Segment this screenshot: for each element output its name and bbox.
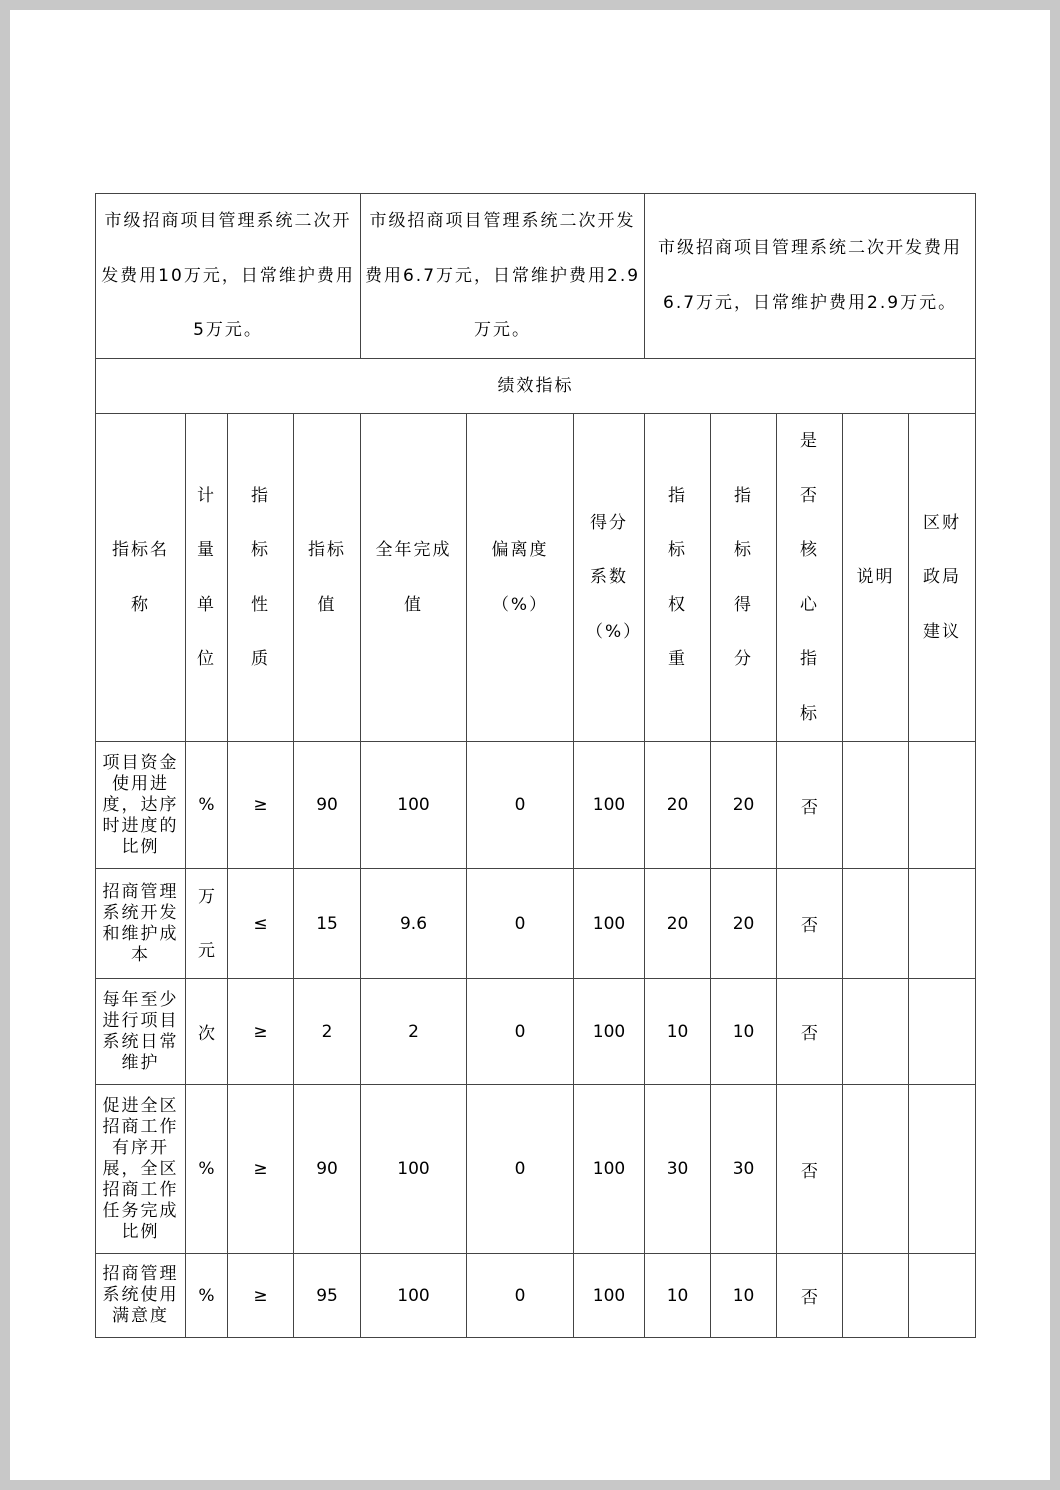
weight: 10 (645, 1254, 711, 1338)
header-indicator-name: 指标名称 (96, 414, 186, 742)
unit: % (186, 1085, 228, 1254)
plan-cell-1: 市级招商项目管理系统二次开发费用10万元，日常维护费用5万元。 (96, 194, 361, 359)
unit: % (186, 742, 228, 869)
actual: 100 (361, 1254, 467, 1338)
header-unit: 计量单位 (186, 414, 228, 742)
advice (909, 1085, 976, 1254)
header-weight: 指标权重 (645, 414, 711, 742)
nature: ≤ (228, 869, 294, 979)
coefficient: 100 (574, 1254, 645, 1338)
weight: 20 (645, 869, 711, 979)
header-target: 指标值 (294, 414, 361, 742)
coefficient: 100 (574, 979, 645, 1085)
deviation: 0 (467, 979, 574, 1085)
section-title: 绩效指标 (96, 358, 976, 414)
coefficient: 100 (574, 1085, 645, 1254)
core: 否 (777, 1085, 843, 1254)
nature: ≥ (228, 742, 294, 869)
advice (909, 979, 976, 1085)
actual: 2 (361, 979, 467, 1085)
nature: ≥ (228, 1254, 294, 1338)
score: 10 (711, 1254, 777, 1338)
plan-cell-2: 市级招商项目管理系统二次开发费用6.7万元，日常维护费用2.9万元。 (361, 194, 645, 359)
header-nature: 指标性质 (228, 414, 294, 742)
coefficient: 100 (574, 742, 645, 869)
note (843, 1254, 909, 1338)
core: 否 (777, 742, 843, 869)
header-row (96, 414, 976, 742)
nature: ≥ (228, 979, 294, 1085)
note (843, 869, 909, 979)
coefficient: 100 (574, 869, 645, 979)
target: 90 (294, 1085, 361, 1254)
score: 10 (711, 979, 777, 1085)
advice (909, 742, 976, 869)
document-page (10, 10, 1050, 1480)
deviation: 0 (467, 1254, 574, 1338)
core: 否 (777, 979, 843, 1085)
header-actual: 全年完成值 (361, 414, 467, 742)
weight: 20 (645, 742, 711, 869)
deviation: 0 (467, 1085, 574, 1254)
header-deviation: 偏离度（%） (467, 414, 574, 742)
core: 否 (777, 869, 843, 979)
core: 否 (777, 1254, 843, 1338)
score: 20 (711, 869, 777, 979)
actual: 100 (361, 742, 467, 869)
table-row (96, 869, 976, 979)
plan-row (96, 194, 976, 359)
performance-table (95, 193, 976, 1338)
unit: % (186, 1254, 228, 1338)
indicator-name: 招商管理系统使用满意度 (96, 1254, 186, 1338)
note (843, 1085, 909, 1254)
target: 95 (294, 1254, 361, 1338)
actual: 100 (361, 1085, 467, 1254)
score: 30 (711, 1085, 777, 1254)
table-row (96, 1254, 976, 1338)
advice (909, 869, 976, 979)
header-core: 是否核心指标 (777, 414, 843, 742)
target: 90 (294, 742, 361, 869)
indicator-name: 促进全区招商工作有序开展，全区招商工作任务完成比例 (96, 1085, 186, 1254)
header-coefficient: 得分系数（%） (574, 414, 645, 742)
score: 20 (711, 742, 777, 869)
table-row (96, 1085, 976, 1254)
unit: 万元 (186, 869, 228, 979)
weight: 10 (645, 979, 711, 1085)
indicator-name: 项目资金使用进度，达序时进度的比例 (96, 742, 186, 869)
nature: ≥ (228, 1085, 294, 1254)
header-note: 说明 (843, 414, 909, 742)
indicator-name: 招商管理系统开发和维护成本 (96, 869, 186, 979)
target: 2 (294, 979, 361, 1085)
deviation: 0 (467, 869, 574, 979)
deviation: 0 (467, 742, 574, 869)
table-row (96, 742, 976, 869)
advice (909, 1254, 976, 1338)
table-row (96, 979, 976, 1085)
indicator-name: 每年至少进行项目系统日常维护 (96, 979, 186, 1085)
note (843, 979, 909, 1085)
actual: 9.6 (361, 869, 467, 979)
header-advice: 区财政局建议 (909, 414, 976, 742)
header-score: 指标得分 (711, 414, 777, 742)
weight: 30 (645, 1085, 711, 1254)
unit: 次 (186, 979, 228, 1085)
plan-cell-3: 市级招商项目管理系统二次开发费用6.7万元，日常维护费用2.9万元。 (645, 194, 976, 359)
target: 15 (294, 869, 361, 979)
note (843, 742, 909, 869)
